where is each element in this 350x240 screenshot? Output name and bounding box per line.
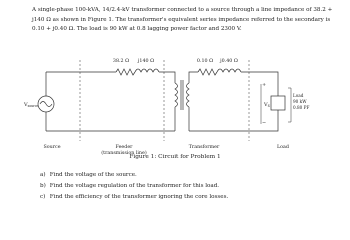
question-b-letter: b) — [40, 183, 46, 190]
label-transformer: Transformer — [188, 145, 220, 150]
question-c — [40, 192, 228, 203]
secondary-top — [189, 72, 198, 83]
vs-plus: + — [262, 82, 267, 88]
label-source: Source — [43, 145, 61, 150]
problem-statement-text: A single-phase 100-kVA, 14/2.4-kV transformer connected to a source through a line impedance of 38.2 + j140 Ω as shown in Figure 1. The transformer's equivalent series impedance referred to the secondary is 0.10 + j0.40 Ω. The load is 90 kW at 0.8 lagging power factor and 2300 V. — [32, 7, 333, 33]
question-a-letter: a) — [40, 172, 46, 178]
label-feeder-sub: (transmission line) — [101, 151, 147, 156]
figure-caption: Figure 1: Circuit for Problem 1 — [129, 154, 221, 160]
line-resistor — [116, 69, 135, 75]
load-bracket — [288, 88, 291, 122]
question-a — [40, 170, 228, 181]
xfmr-inductor — [217, 69, 241, 72]
question-list — [40, 170, 228, 204]
line-x-label: j140 Ω — [137, 59, 155, 64]
xfmr-resistor — [198, 69, 217, 75]
secondary-coil — [187, 83, 190, 107]
line-r-label: 38.2 Ω — [112, 59, 130, 64]
question-b-text: Find the voltage regulation of the transformer for this load. — [49, 183, 220, 190]
vs-minus: − — [262, 120, 267, 126]
load-box — [271, 96, 285, 110]
xfmr-r-label: 0.10 Ω — [196, 59, 214, 64]
vs-label: $V_S$ — [264, 102, 270, 109]
question-a-text: Find the voltage of the source. — [49, 172, 137, 178]
vsource-label: $V_{source}$ — [24, 102, 39, 109]
load-box-line-3: 0.80 PF — [293, 105, 310, 110]
top-wire-right — [241, 72, 278, 96]
label-feeder: Feeder — [115, 145, 133, 150]
question-c-letter: c) — [40, 194, 46, 201]
top-wire-mid — [159, 72, 175, 83]
load-box-line-1: Load — [293, 93, 304, 98]
line-inductor — [135, 69, 159, 72]
question-c-text: Find the efficiency of the transformer ignoring the core losses. — [49, 194, 229, 201]
label-load: Load — [276, 145, 290, 150]
xfmr-x-label: j0.40 Ω — [220, 59, 238, 64]
load-box-line-2: 90 kW — [293, 99, 307, 104]
primary-coil — [175, 83, 178, 107]
question-b — [40, 181, 228, 192]
source-sine — [40, 102, 52, 107]
